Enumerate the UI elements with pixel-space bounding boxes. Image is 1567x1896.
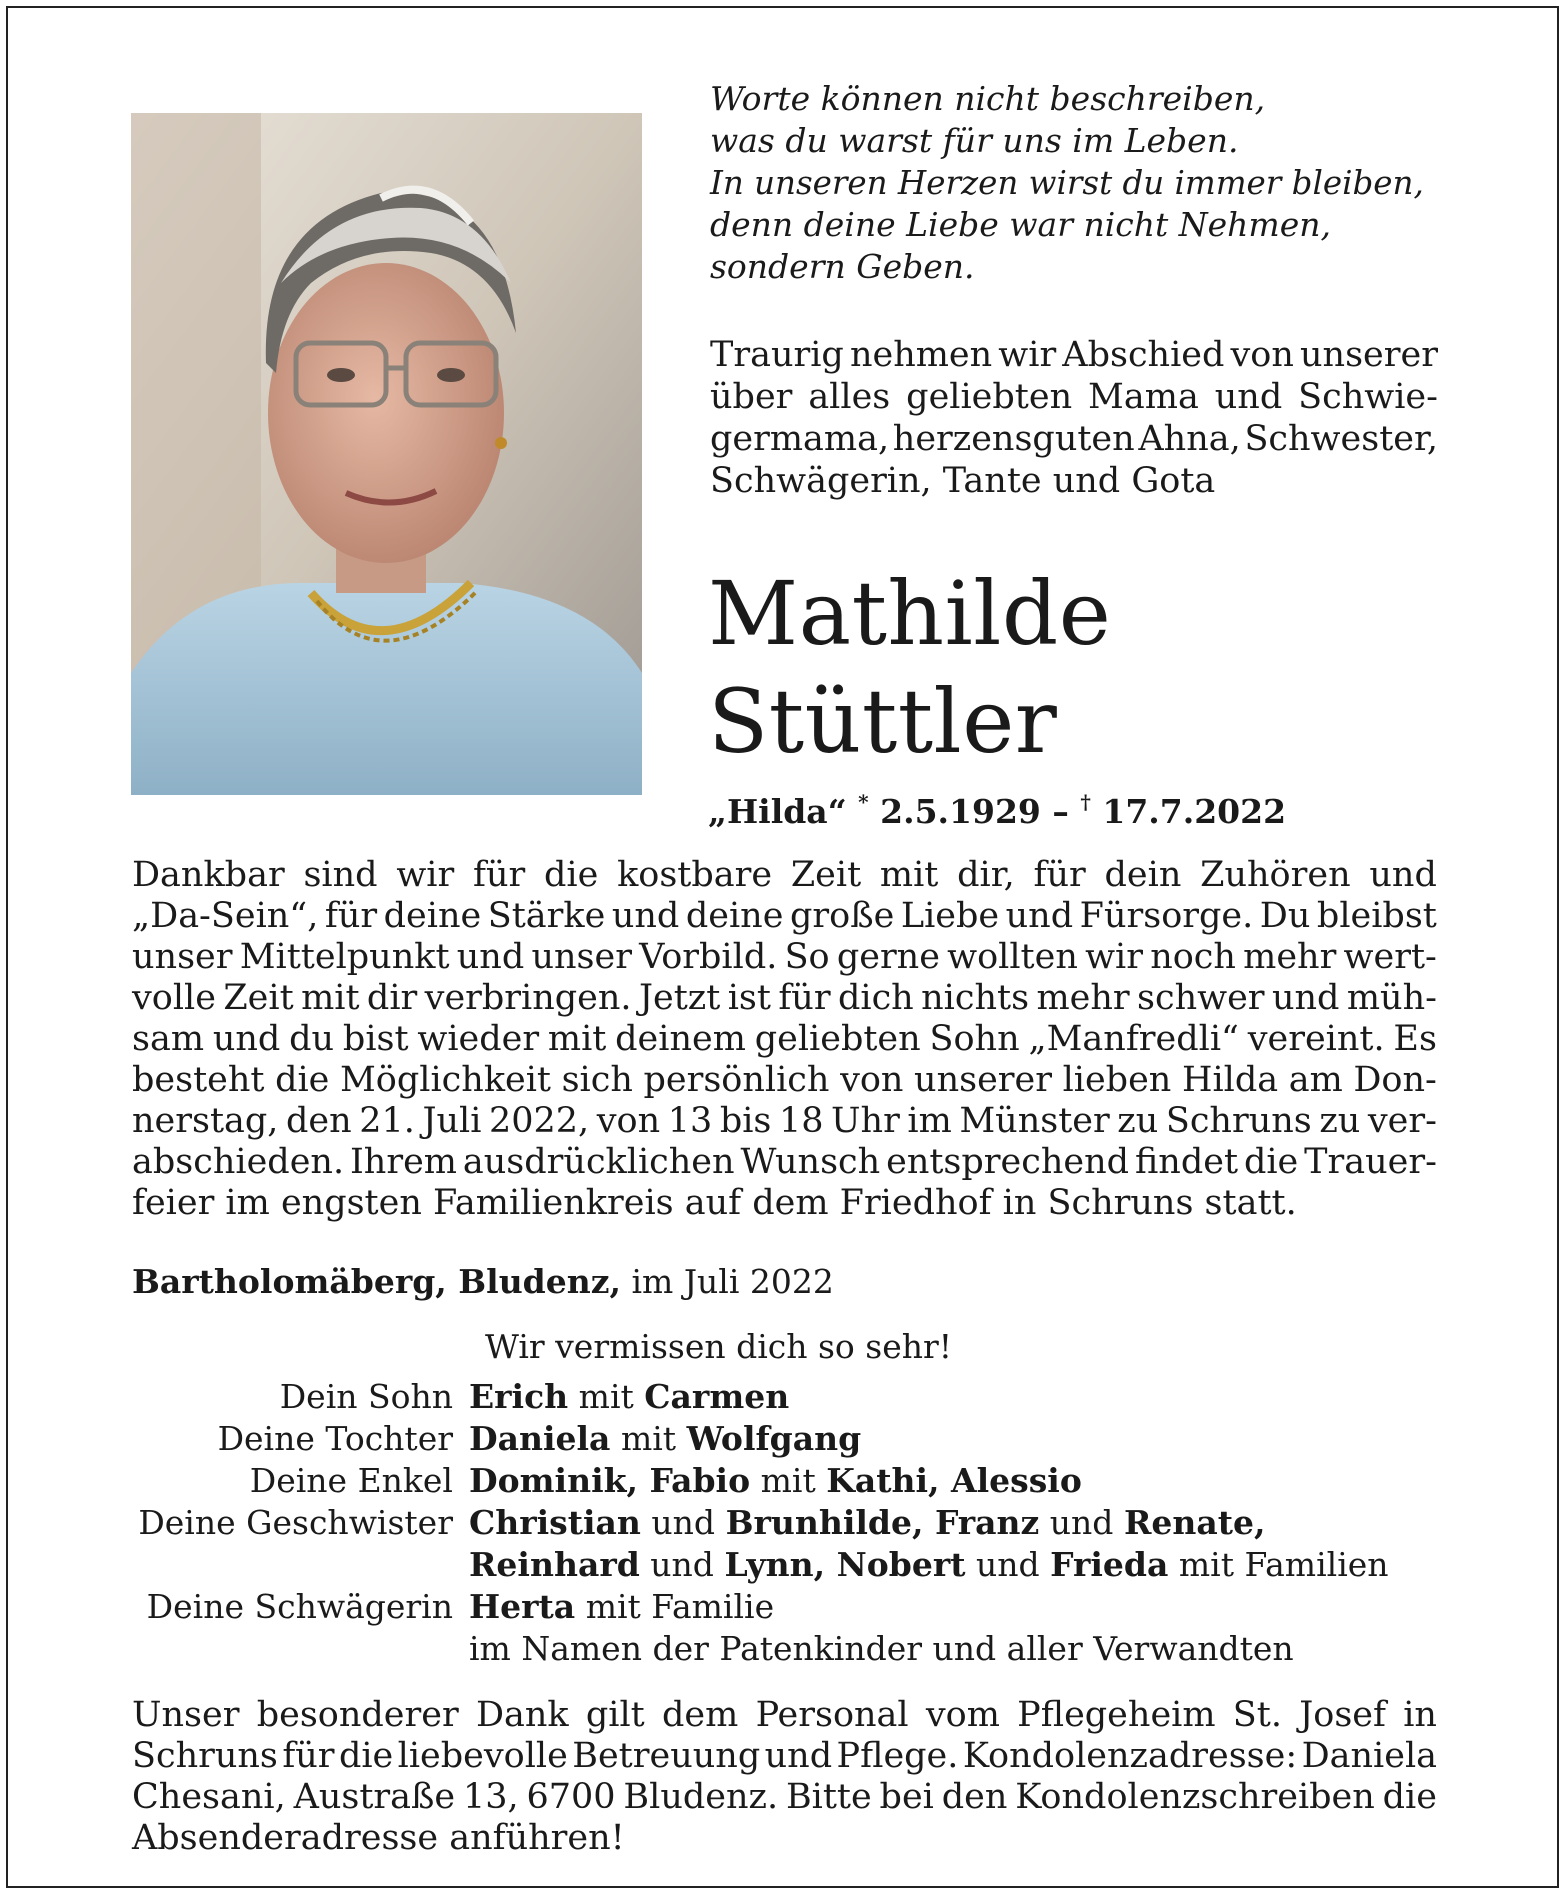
place-and-date xyxy=(132,1262,834,1301)
word: wieder xyxy=(417,1019,540,1059)
word: Dank xyxy=(475,1695,569,1735)
word: 13, xyxy=(462,1777,519,1817)
word: und xyxy=(1271,978,1340,1018)
word: Dankbar xyxy=(132,855,285,895)
word: und xyxy=(611,896,680,936)
word: am xyxy=(1288,1060,1343,1100)
word: Pflege. xyxy=(836,1736,959,1776)
family-names xyxy=(469,1460,1082,1502)
main-text-line xyxy=(132,896,1437,937)
family-connector: mit Familie xyxy=(585,1587,775,1626)
word: dich xyxy=(837,978,914,1018)
word: Zuhören xyxy=(1200,855,1351,895)
word: du xyxy=(289,1019,335,1059)
word: Möglichkeit xyxy=(339,1060,551,1100)
word: Vorbild. xyxy=(639,937,778,977)
family-name: Lynn, Nobert xyxy=(724,1545,966,1584)
word: 13 xyxy=(667,1101,713,1141)
word: Traurig xyxy=(710,335,844,375)
main-text-line xyxy=(132,937,1437,978)
word: germama, xyxy=(710,419,890,459)
main-text-line xyxy=(132,1142,1437,1183)
family-label-empty xyxy=(132,1544,469,1586)
word: Hilda xyxy=(1181,1060,1279,1100)
word: und xyxy=(764,1736,833,1776)
intro-line xyxy=(710,418,1438,460)
family-connector: mit xyxy=(578,1377,634,1416)
main-text-line xyxy=(132,1101,1437,1142)
word: Bludenz. xyxy=(623,1777,779,1817)
word: sam xyxy=(132,1019,205,1059)
word: nehmen xyxy=(849,335,993,375)
word: dir, xyxy=(957,855,1015,895)
word: unserer xyxy=(1300,335,1438,375)
word: dein xyxy=(1104,855,1182,895)
word: Zeit xyxy=(223,978,294,1018)
word: Juli xyxy=(422,1101,482,1141)
word: den xyxy=(941,1777,1008,1817)
word: dem xyxy=(662,1695,739,1735)
family-label: Dein Sohn xyxy=(279,1377,453,1416)
family-list xyxy=(132,1376,1442,1670)
word: ausdrücklichen xyxy=(462,1142,735,1182)
word: in xyxy=(1403,1695,1437,1735)
poem-line: sondern Geben. xyxy=(710,247,975,286)
word: Kondolenzadresse: xyxy=(962,1736,1298,1776)
word: Stärke xyxy=(487,896,606,936)
word: volle xyxy=(132,978,216,1018)
family-name: Erich xyxy=(469,1377,569,1416)
family-label: Deine Tochter xyxy=(217,1419,453,1458)
word: bis xyxy=(719,1101,772,1141)
word: Münster xyxy=(959,1101,1110,1141)
word: geliebten xyxy=(906,377,1073,417)
word: dir xyxy=(366,978,418,1018)
word: schwer xyxy=(1137,978,1265,1018)
main-text-line: feier im engsten Familienkreis auf dem Friedhof in Schruns statt. xyxy=(132,1183,1297,1223)
word: Kondolenzschreiben xyxy=(1015,1777,1375,1817)
word: deinem xyxy=(615,1019,746,1059)
word: sind xyxy=(303,855,378,895)
deceased-name xyxy=(708,560,1428,776)
word: und xyxy=(1005,896,1074,936)
family-names xyxy=(469,1418,861,1460)
word: Mama xyxy=(1088,377,1199,417)
family-closing: im Namen der Patenkinder und aller Verwandten xyxy=(469,1629,1294,1668)
word: gilt xyxy=(585,1695,645,1735)
family-name: Kathi, Alessio xyxy=(826,1461,1082,1500)
main-text-line xyxy=(132,1060,1437,1101)
word: mit xyxy=(879,855,939,895)
word: ist xyxy=(727,978,771,1018)
word: wir xyxy=(396,855,455,895)
word: Fürsorge. xyxy=(1079,896,1254,936)
word: Mittelpunkt xyxy=(239,937,450,977)
word: Sohn xyxy=(929,1019,1020,1059)
word: kostbare xyxy=(617,855,773,895)
word: 18 xyxy=(778,1101,824,1141)
word: große xyxy=(789,896,895,936)
location: Bartholomäberg, Bludenz, xyxy=(132,1262,621,1301)
family-row xyxy=(132,1418,1442,1460)
word: bleibst xyxy=(1316,896,1437,936)
word: die xyxy=(275,1060,330,1100)
word: So xyxy=(784,937,830,977)
family-connector: und xyxy=(650,1545,714,1584)
family-row xyxy=(132,1628,1442,1670)
word: und xyxy=(1214,377,1283,417)
last-name: Stüttler xyxy=(708,670,1058,773)
word: für xyxy=(472,855,526,895)
word: Uhr xyxy=(831,1101,900,1141)
thanks-line xyxy=(132,1736,1437,1777)
life-dates xyxy=(708,792,1286,831)
word: geliebten xyxy=(754,1019,921,1059)
word: wollten xyxy=(947,937,1078,977)
word: die xyxy=(1382,1777,1437,1817)
month-year: im Juli 2022 xyxy=(631,1262,834,1301)
word: 21. xyxy=(359,1101,415,1141)
word: gerne xyxy=(836,937,940,977)
word: für xyxy=(778,978,831,1018)
word: Du xyxy=(1259,896,1311,936)
family-names xyxy=(469,1376,789,1418)
family-names xyxy=(469,1544,1389,1586)
family-row xyxy=(132,1586,1442,1628)
word: von xyxy=(596,1101,661,1141)
word: 2022, xyxy=(488,1101,590,1141)
word: Ahna, xyxy=(1138,419,1241,459)
family-row xyxy=(132,1544,1442,1586)
word: liebevolle xyxy=(397,1736,568,1776)
intro-line xyxy=(710,376,1438,418)
family-name: Carmen xyxy=(644,1377,790,1416)
word: entsprechend xyxy=(886,1142,1130,1182)
birth-symbol: * xyxy=(858,790,869,814)
word: mit xyxy=(301,978,360,1018)
family-name: Herta xyxy=(469,1587,576,1626)
word: Jetzt xyxy=(638,978,721,1018)
family-name: Wolfgang xyxy=(686,1419,862,1458)
word: deine xyxy=(685,896,784,936)
miss-you-line: Wir vermissen dich so sehr! xyxy=(485,1327,953,1366)
portrait-photo xyxy=(131,113,642,795)
family-name: Brunhilde, Franz xyxy=(725,1503,1040,1542)
word: mehr xyxy=(1036,978,1130,1018)
poem-line: was du warst für uns im Leben. xyxy=(710,121,1239,160)
nickname: „Hilda“ xyxy=(708,792,847,831)
family-connector: und xyxy=(651,1503,716,1542)
word: Betreuung xyxy=(572,1736,761,1776)
death-symbol: † xyxy=(1080,790,1091,814)
word: bei xyxy=(879,1777,934,1817)
birth-date: 2.5.1929 xyxy=(880,792,1041,831)
word: Daniela xyxy=(1301,1736,1437,1776)
word: verbringen. xyxy=(424,978,632,1018)
word: Bitte xyxy=(785,1777,872,1817)
word: Liebe xyxy=(900,896,1000,936)
main-text-line xyxy=(132,1019,1437,1060)
word: mit xyxy=(547,1019,607,1059)
main-text-line xyxy=(132,855,1437,896)
word: Wunsch xyxy=(740,1142,881,1182)
word: findet xyxy=(1134,1142,1239,1182)
thanks-line xyxy=(132,1695,1437,1736)
poem-line: denn deine Liebe war nicht Nehmen, xyxy=(710,205,1331,244)
date-separator: – xyxy=(1052,792,1069,831)
word: Schwester, xyxy=(1244,419,1438,459)
family-name: Reinhard xyxy=(469,1545,640,1584)
word: von xyxy=(840,1060,904,1100)
word: vom xyxy=(925,1695,1000,1735)
family-label: Deine Enkel xyxy=(249,1461,453,1500)
intro-line xyxy=(710,334,1438,376)
family-name: Renate, xyxy=(1123,1503,1266,1542)
word: im xyxy=(907,1101,952,1141)
word: Chesani, xyxy=(132,1777,286,1817)
thanks-line xyxy=(132,1777,1437,1818)
word: die xyxy=(543,855,599,895)
word: Zeit xyxy=(790,855,862,895)
word: besonderer xyxy=(256,1695,459,1735)
word: Schwie- xyxy=(1298,377,1438,417)
word: wir xyxy=(1085,937,1143,977)
poem-line: In unseren Herzen wirst du immer bleiben, xyxy=(710,164,1424,202)
word: alles xyxy=(808,377,891,417)
word: „Manfredli“ xyxy=(1028,1019,1239,1059)
word: Personal xyxy=(755,1695,909,1735)
word: zu xyxy=(1319,1101,1361,1141)
word: Josef xyxy=(1299,1695,1386,1735)
word: Schruns xyxy=(132,1736,278,1776)
family-row xyxy=(132,1376,1442,1418)
word: Austraße xyxy=(293,1777,456,1817)
family-names xyxy=(469,1502,1265,1544)
word: für xyxy=(282,1736,335,1776)
word: besteht xyxy=(132,1060,265,1100)
intro-line: Schwägerin, Tante und Gota xyxy=(710,461,1216,501)
word: St. xyxy=(1232,1695,1282,1735)
family-connector: mit xyxy=(760,1461,816,1500)
family-connector: und xyxy=(975,1545,1040,1584)
word: vereint. xyxy=(1247,1019,1385,1059)
word: unser xyxy=(531,937,632,977)
word: noch xyxy=(1150,937,1236,977)
family-label: Deine Schwägerin xyxy=(146,1587,453,1626)
word: sich xyxy=(561,1060,633,1100)
family-connector: und xyxy=(1049,1503,1114,1542)
memorial-poem xyxy=(710,78,1430,288)
family-connector: mit xyxy=(620,1419,677,1458)
intro-text xyxy=(710,334,1438,502)
word: und xyxy=(1369,855,1437,895)
word: „Da-Sein“, xyxy=(132,896,319,936)
word: Trauer- xyxy=(1304,1142,1437,1182)
family-label: Deine Geschwister xyxy=(138,1503,453,1542)
word: für xyxy=(324,896,378,936)
family-label-empty xyxy=(132,1628,469,1670)
word: den xyxy=(285,1101,352,1141)
word: herzensguten xyxy=(892,419,1135,459)
family-name: Christian xyxy=(469,1503,641,1542)
family-row xyxy=(132,1460,1442,1502)
family-connector: mit Familien xyxy=(1178,1545,1389,1584)
family-name: Dominik, Fabio xyxy=(469,1461,751,1500)
word: bist xyxy=(342,1019,409,1059)
word: Es xyxy=(1393,1019,1437,1059)
death-date: 17.7.2022 xyxy=(1102,792,1287,831)
word: und xyxy=(456,937,525,977)
word: Unser xyxy=(132,1695,240,1735)
word: Don- xyxy=(1353,1060,1437,1100)
word: Ihrem xyxy=(349,1142,457,1182)
first-name: Mathilde xyxy=(708,562,1112,665)
word: und xyxy=(212,1019,281,1059)
word: Schruns xyxy=(1165,1101,1312,1141)
main-text xyxy=(132,855,1437,1224)
word: lieben xyxy=(1062,1060,1172,1100)
family-names xyxy=(469,1586,774,1628)
word: 6700 xyxy=(526,1777,616,1817)
word: wert- xyxy=(1343,937,1437,977)
word: die xyxy=(1243,1142,1299,1182)
word: müh- xyxy=(1346,978,1437,1018)
family-name: Frieda xyxy=(1050,1545,1169,1584)
word: unser xyxy=(132,937,233,977)
family-row xyxy=(132,1502,1442,1544)
poem-line: Worte können nicht beschreiben, xyxy=(710,79,1266,118)
word: unserer xyxy=(914,1060,1052,1100)
word: deine xyxy=(383,896,482,936)
word: von xyxy=(1230,335,1294,375)
word: die xyxy=(338,1736,394,1776)
word: für xyxy=(1033,855,1086,895)
word: zu xyxy=(1117,1101,1159,1141)
word: Abschied xyxy=(1062,335,1225,375)
word: Pflegeheim xyxy=(1017,1695,1216,1735)
main-text-line xyxy=(132,978,1437,1019)
word: ver- xyxy=(1367,1101,1437,1141)
family-name: Daniela xyxy=(469,1419,611,1458)
thanks-line: Absenderadresse anführen! xyxy=(132,1818,625,1858)
word: abschieden. xyxy=(132,1142,345,1182)
word: nichts xyxy=(921,978,1030,1018)
word: mehr xyxy=(1243,937,1337,977)
word: persönlich xyxy=(643,1060,830,1100)
thanks-text xyxy=(132,1695,1437,1859)
word: über xyxy=(710,377,793,417)
word: wir xyxy=(998,335,1057,375)
word: nerstag, xyxy=(132,1101,279,1141)
